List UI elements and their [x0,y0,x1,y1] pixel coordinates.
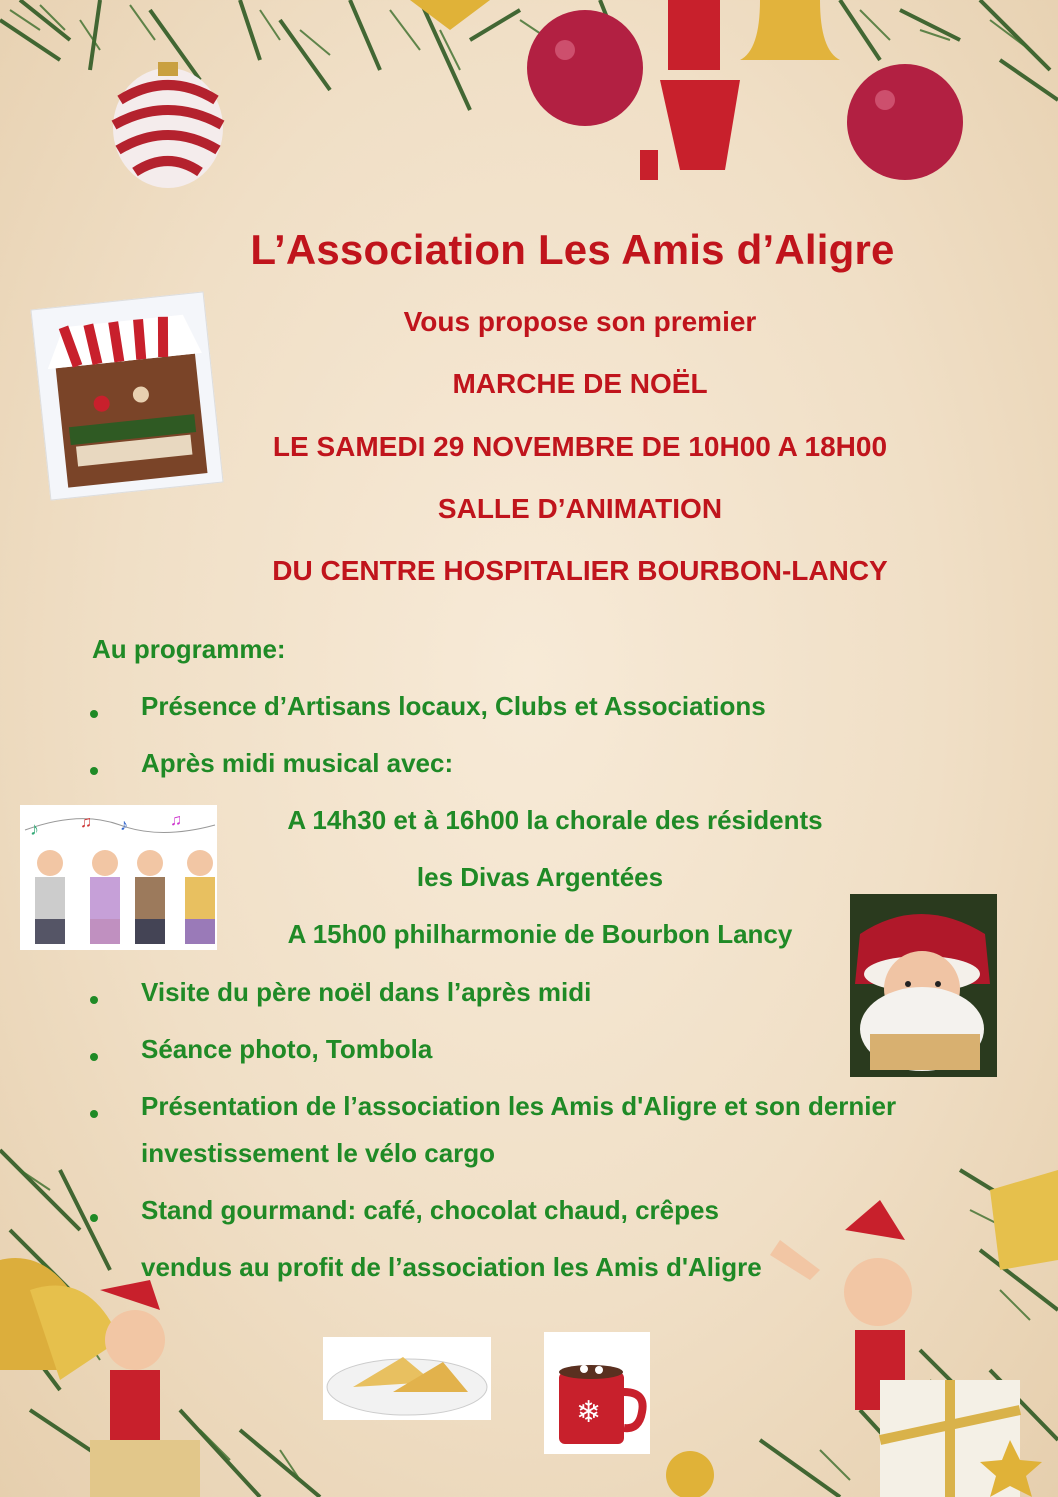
event-venue: SALLE D’ANIMATION [437,493,723,524]
svg-text:❄: ❄ [576,1396,602,1429]
top-garland-decoration [0,0,1058,200]
event-name: MARCHE DE NOËL [452,368,708,399]
svg-text:♪: ♪ [30,819,39,839]
crepes-image [323,1337,491,1420]
item-stand-line1: Stand gourmand: café, chocolat chaud, crêpes [141,1195,719,1225]
bullet-marker [90,710,98,718]
item-photo: Séance photo, Tombola [141,1034,433,1064]
association-title: L’Association Les Amis d’Aligre [250,226,895,273]
event-venue-location: DU CENTRE HOSPITALIER BOURBON-LANCY [272,555,888,586]
item-philharmonie: A 15h00 philharmonie de Bourbon Lancy [287,919,793,949]
bullet-marker [90,996,98,1004]
bullet-marker [90,767,98,775]
bullet-marker [90,1110,98,1118]
item-presentation-line1: Présentation de l’association les Amis d'Aligre et son dernier [141,1091,897,1121]
item-divas: les Divas Argentées [416,862,664,892]
item-musical: Après midi musical avec: [141,748,454,778]
item-stand-line2: vendus au profit de l’association les Amis d'Aligre [141,1252,762,1282]
item-presentation-line2: investissement le vélo cargo [141,1138,496,1168]
bullet-marker [90,1053,98,1061]
programme-heading: Au programme: [92,634,286,664]
hot-chocolate-image [544,1332,650,1454]
svg-text:♫: ♫ [170,812,182,829]
santa-claus-image [850,894,997,1077]
item-pere-noel: Visite du père noël dans l’après midi [141,977,592,1007]
bullet-marker [90,1214,98,1222]
choir-residents-image [20,805,217,950]
item-artisans: Présence d’Artisans locaux, Clubs et Associations [141,691,766,721]
svg-text:♫: ♫ [80,814,92,831]
event-date: LE SAMEDI 29 NOVEMBRE DE 10H00 A 18H00 [272,431,888,462]
item-chorale: A 14h30 et à 16h00 la chorale des résidents [287,805,823,835]
intro-line: Vous propose son premier [403,306,757,337]
svg-text:♪: ♪ [120,817,128,834]
